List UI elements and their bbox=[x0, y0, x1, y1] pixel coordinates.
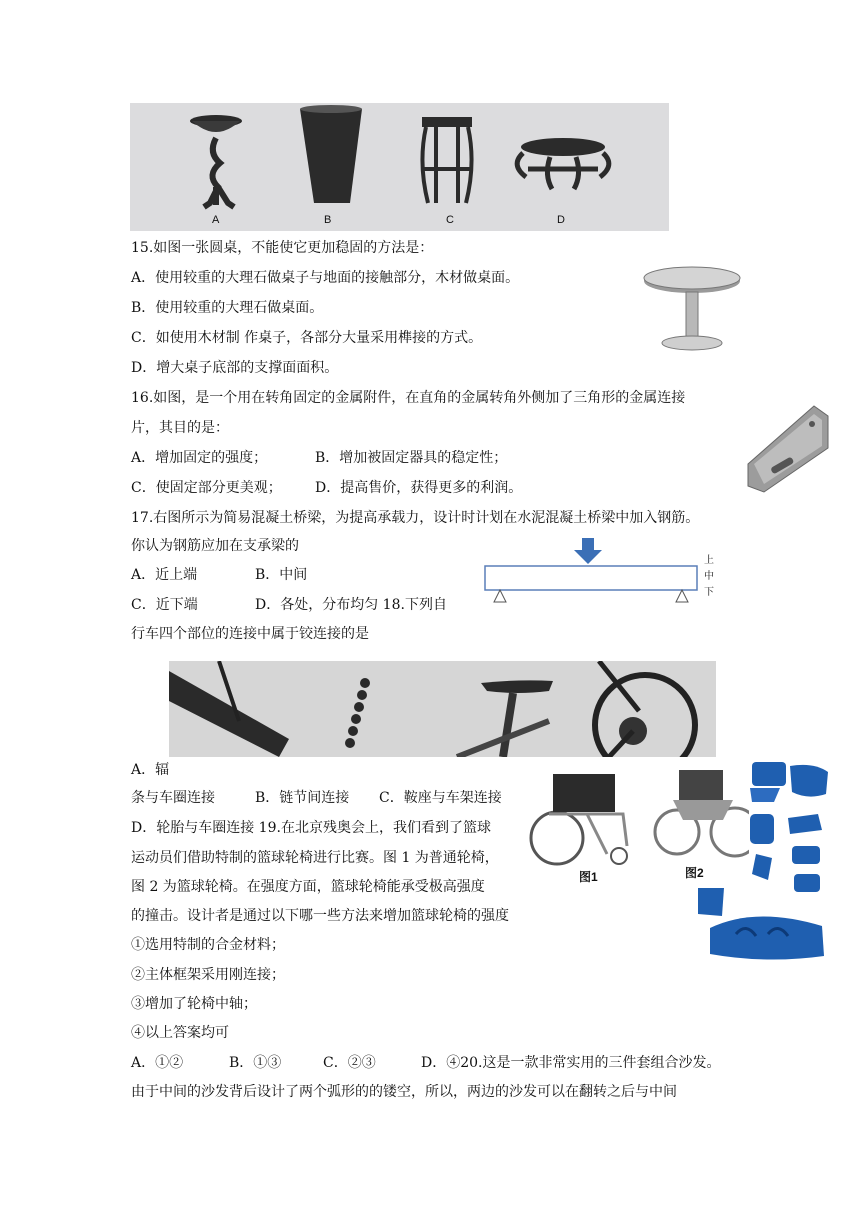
q19-line-2: 图 2 为篮球轮椅。在强度方面，篮球轮椅能承受极高强度 bbox=[131, 879, 485, 895]
q16-option-a: A．增加固定的强度； bbox=[131, 450, 268, 466]
q18-line-1: A．辐 bbox=[131, 762, 170, 778]
q15-option-c: C．如使用木材制 作桌子，各部分大量采用榫接的方式。 bbox=[131, 330, 483, 346]
stands-illustration bbox=[130, 103, 669, 231]
q19-options-row bbox=[131, 1053, 721, 1073]
q17-option-d: D．各处，分布均匀 18.下列自 bbox=[255, 597, 447, 613]
sofa-figure bbox=[696, 758, 836, 988]
beam-label-top: 上 bbox=[704, 555, 714, 566]
q18-line-3: D．轮胎与车圈连接 19.在北京残奥会上，我们看到了篮球 bbox=[131, 820, 491, 836]
q16-option-c: C．使固定部分更美观； bbox=[131, 480, 282, 496]
q19-option-b: B．①③ bbox=[229, 1055, 282, 1071]
bicycle-parts-figure bbox=[169, 661, 716, 757]
q17-option-a: A．近上端 bbox=[131, 567, 198, 583]
q18-option-b: B．链节间连接 bbox=[255, 790, 350, 806]
q17-stem-1: 17.右图所示为简易混凝土桥梁，为提高承载力，设计时计划在水泥混凝土桥梁中加入钢筋。 bbox=[131, 510, 700, 526]
q15-option-a: A．使用较重的大理石做桌子与地面的接触部分，木材做桌面。 bbox=[131, 270, 520, 286]
q15-stem: 15.如图一张圆桌，不能使它更加稳固的方法是： bbox=[131, 240, 434, 256]
q19-line-3: 的撞击。设计者是通过以下哪一些方法来增加篮球轮椅的强度 bbox=[131, 908, 509, 924]
fig1-label: 图1 bbox=[579, 870, 598, 884]
q15-option-b: B．使用较重的大理石做桌面。 bbox=[131, 300, 324, 316]
stand-label-a: A bbox=[212, 214, 220, 226]
q16-stem-1: 16.如图，是一个用在转角固定的金属附件，在直角的金属转角外侧加了三角形的金属连接 bbox=[131, 390, 686, 406]
q18-option-a-cont: 条与车圈连接 bbox=[131, 790, 215, 806]
q19-line-1: 运动员们借助特制的篮球轮椅进行比赛。图 1 为普通轮椅， bbox=[131, 850, 499, 866]
q17-options-row-2 bbox=[131, 595, 447, 615]
q19-item-2: ②主体框架采用刚连接； bbox=[131, 967, 285, 983]
stands-figure bbox=[130, 103, 669, 231]
beam-label-bottom: 下 bbox=[704, 587, 714, 598]
q19-option-c: C．②③ bbox=[323, 1055, 376, 1071]
q19-item-3: ③增加了轮椅中轴； bbox=[131, 996, 257, 1012]
fig2-label: 图2 bbox=[685, 866, 704, 880]
stand-label-b: B bbox=[324, 214, 332, 226]
q17-options-row-1 bbox=[131, 565, 307, 585]
q19-option-a: A．①② bbox=[131, 1055, 184, 1071]
stand-label-d: D bbox=[557, 214, 565, 226]
stand-label-c: C bbox=[446, 214, 454, 226]
q16-stem-2: 片，其目的是： bbox=[131, 420, 229, 436]
q16-options-row-2 bbox=[131, 478, 522, 498]
q19-option-d: D．④20.这是一款非常实用的三件套组合沙发。 bbox=[421, 1055, 721, 1071]
q19-item-4: ④以上答案均可 bbox=[131, 1025, 229, 1041]
q16-option-d: D．提高售价，获得更多的利润。 bbox=[315, 480, 523, 496]
q20-line-1: 由于中间的沙发背后设计了两个弧形的的镂空，所以，两边的沙发可以在翻转之后与中间 bbox=[131, 1084, 677, 1100]
corner-bracket-figure bbox=[744, 402, 832, 494]
beam-figure bbox=[482, 536, 722, 608]
q19-item-1: ①选用特制的合金材料； bbox=[131, 937, 285, 953]
q17-option-b: B．中间 bbox=[255, 567, 308, 583]
q16-option-b: B．增加被固定器具的稳定性； bbox=[315, 450, 508, 466]
q16-options-row-1 bbox=[131, 448, 507, 468]
q18-option-c: C．鞍座与车架连接 bbox=[379, 790, 502, 806]
round-table-figure bbox=[640, 265, 744, 357]
q15-option-d: D．增大桌子底部的支撑面面积。 bbox=[131, 360, 339, 376]
q17-stem-2: 你认为钢筋应加在支承梁的 bbox=[131, 538, 299, 554]
beam-label-middle: 中 bbox=[704, 571, 714, 582]
q17-option-c: C．近下端 bbox=[131, 597, 198, 613]
q17-stem-3: 行车四个部位的连接中属于铰连接的是 bbox=[131, 626, 369, 642]
q18-options-row bbox=[131, 788, 502, 808]
